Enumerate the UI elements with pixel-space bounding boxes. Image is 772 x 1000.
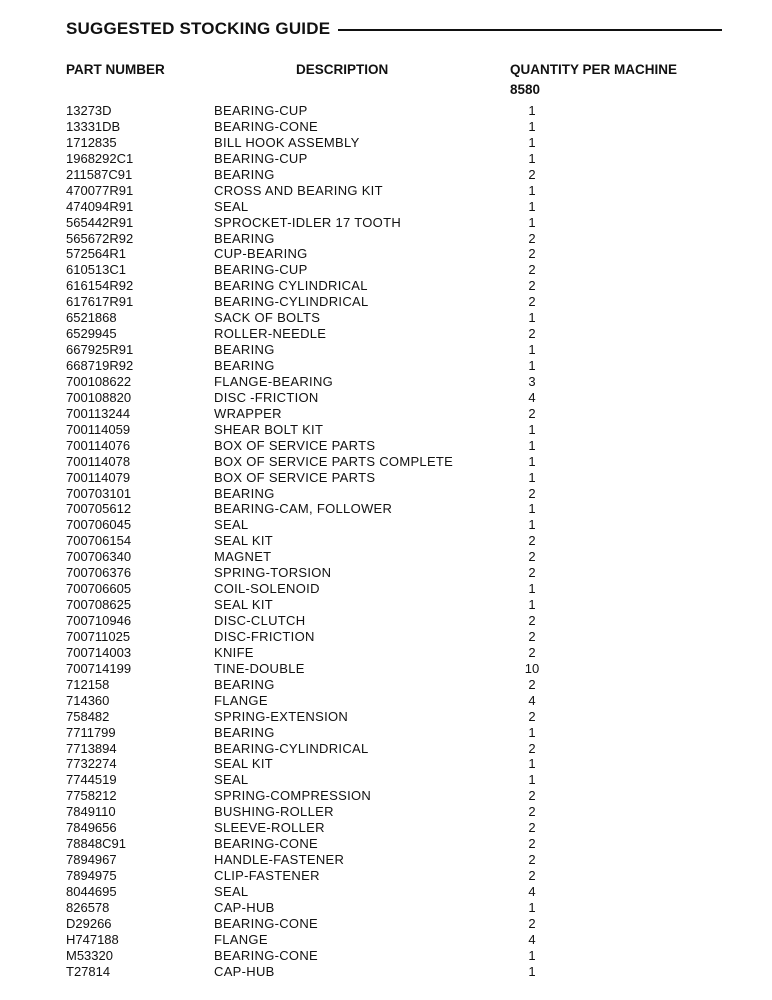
quantity-cell: 2: [528, 708, 536, 724]
table-row: [0, 597, 772, 613]
quantity-cell: 2: [528, 405, 536, 421]
part-number-cell: 7758212: [66, 788, 117, 804]
part-number-cell: 1712835: [66, 134, 117, 150]
header-description: DESCRIPTION: [296, 62, 389, 77]
description-cell: BEARING: [214, 485, 275, 501]
description-cell: BEARING: [214, 342, 275, 358]
part-number-cell: 712158: [66, 676, 110, 692]
quantity-cell: 1: [528, 358, 536, 373]
quantity-cell: 4: [528, 883, 536, 899]
quantity-cell: 1: [528, 103, 536, 118]
description-cell: CUP-BEARING: [214, 246, 308, 262]
table-row: [0, 884, 772, 900]
table-row: [0, 868, 772, 884]
table-row: [0, 741, 772, 757]
part-number-cell: 700706376: [66, 565, 132, 581]
description-cell: BEARING: [214, 724, 275, 740]
table-row: [0, 358, 772, 374]
table-row: [0, 900, 772, 916]
description-cell: DISC-CLUTCH: [214, 613, 306, 628]
quantity-cell: 10: [524, 660, 540, 676]
quantity-cell: 2: [528, 628, 536, 644]
quantity-cell: 1: [528, 198, 536, 214]
table-row: [0, 565, 772, 581]
table-row: [0, 278, 772, 294]
quantity-cell: 1: [528, 134, 536, 150]
table-row: [0, 183, 772, 199]
part-number-cell: 7744519: [66, 772, 117, 788]
table-row: [0, 390, 772, 406]
quantity-cell: 3: [528, 373, 536, 389]
part-number-cell: D29266: [66, 915, 112, 931]
description-cell: FLANGE: [214, 692, 268, 708]
part-number-cell: 13331DB: [66, 118, 121, 134]
quantity-cell: 2: [528, 788, 536, 804]
part-number-cell: 616154R92: [66, 278, 134, 294]
description-cell: HANDLE-FASTENER: [214, 852, 345, 868]
table-row: [0, 246, 772, 262]
quantity-cell: 2: [528, 644, 536, 660]
table-row: [0, 342, 772, 358]
quantity-cell: 2: [528, 868, 536, 883]
table-row: [0, 119, 772, 135]
part-number-cell: 700706340: [66, 549, 132, 565]
table-row: [0, 470, 772, 486]
quantity-cell: 2: [528, 740, 536, 756]
part-number-cell: 7894975: [66, 868, 117, 883]
quantity-cell: 2: [528, 915, 536, 931]
description-cell: BEARING: [214, 230, 275, 246]
table-row: [0, 501, 772, 517]
part-number-cell: 700706154: [66, 533, 132, 549]
description-cell: BUSHING-ROLLER: [214, 804, 334, 820]
table-row: [0, 199, 772, 215]
part-number-cell: 78848C91: [66, 836, 126, 852]
table-row: [0, 454, 772, 470]
part-number-cell: 700706045: [66, 517, 132, 533]
table-row: [0, 932, 772, 948]
part-number-cell: 617617R91: [66, 294, 134, 310]
part-number-cell: 6529945: [66, 326, 117, 342]
description-cell: FLANGE: [214, 931, 268, 947]
quantity-cell: 2: [528, 820, 536, 836]
part-number-cell: 7849110: [66, 804, 116, 820]
table-row: [0, 533, 772, 549]
description-cell: BEARING-CUP: [214, 150, 308, 166]
table-row: [0, 964, 772, 980]
table-row: [0, 661, 772, 677]
title-rule: [338, 29, 722, 31]
part-number-cell: T27814: [66, 963, 111, 979]
quantity-cell: 2: [528, 262, 536, 278]
part-number-cell: 700113244: [66, 405, 131, 421]
description-cell: DISC-FRICTION: [214, 628, 315, 644]
table-row: [0, 549, 772, 565]
quantity-cell: 2: [528, 326, 536, 342]
description-cell: SPRING-TORSION: [214, 565, 332, 581]
part-number-cell: 474094R91: [66, 198, 134, 214]
quantity-cell: 1: [528, 453, 536, 469]
part-number-cell: 610513C1: [66, 262, 126, 278]
part-number-cell: 668719R92: [66, 358, 134, 373]
quantity-cell: 1: [528, 469, 536, 485]
quantity-cell: 2: [528, 852, 536, 868]
quantity-cell: 4: [528, 931, 536, 947]
description-cell: CROSS AND BEARING KIT: [214, 182, 383, 198]
part-number-cell: 700708625: [66, 597, 132, 613]
description-cell: CLIP-FASTENER: [214, 868, 320, 883]
table-row: [0, 709, 772, 725]
description-cell: BEARING-CUP: [214, 103, 308, 118]
header-model: 8580: [510, 82, 541, 97]
description-cell: BEARING-CONE: [214, 915, 319, 931]
quantity-cell: 1: [528, 150, 536, 166]
title-row: [66, 18, 722, 40]
part-number-cell: 700114076: [66, 437, 131, 453]
table-row: [0, 422, 772, 438]
description-cell: BEARING-CUP: [214, 262, 308, 278]
quantity-cell: 1: [528, 899, 536, 915]
table-row: [0, 725, 772, 741]
description-cell: COIL-SOLENOID: [214, 581, 320, 597]
quantity-cell: 1: [528, 342, 536, 358]
table-row: [0, 804, 772, 820]
table-row: [0, 517, 772, 533]
quantity-cell: 1: [528, 310, 536, 326]
description-cell: BEARING-CYLINDRICAL: [214, 294, 369, 310]
part-number-cell: 700711025: [66, 628, 131, 644]
table-row: [0, 151, 772, 167]
part-number-cell: 700114078: [66, 453, 131, 469]
part-number-cell: 565672R92: [66, 230, 134, 246]
table-row: [0, 645, 772, 661]
quantity-cell: 2: [528, 230, 536, 246]
part-number-cell: 211587C91: [66, 166, 133, 182]
quantity-cell: 4: [528, 692, 536, 708]
table-row: [0, 788, 772, 804]
table-row: [0, 103, 772, 119]
quantity-cell: 2: [528, 549, 536, 565]
table-row: [0, 756, 772, 772]
quantity-cell: 1: [528, 756, 536, 772]
table-row: [0, 677, 772, 693]
part-number-cell: 667925R91: [66, 342, 134, 358]
description-cell: CAP-HUB: [214, 899, 275, 915]
part-number-cell: 470077R91: [66, 182, 134, 198]
part-number-cell: 572564R1: [66, 246, 126, 262]
table-row: [0, 231, 772, 247]
table-row: [0, 916, 772, 932]
part-number-cell: 8044695: [66, 883, 117, 899]
quantity-cell: 1: [528, 501, 536, 517]
quantity-cell: 2: [528, 246, 536, 262]
description-cell: BEARING CYLINDRICAL: [214, 278, 368, 294]
quantity-cell: 2: [528, 278, 536, 294]
description-cell: BEARING: [214, 358, 275, 373]
part-number-cell: 1968292C1: [66, 150, 134, 166]
table-row: [0, 167, 772, 183]
part-number-cell: 7849656: [66, 820, 117, 836]
quantity-cell: 1: [528, 963, 536, 979]
description-cell: BEARING-CAM, FOLLOWER: [214, 501, 393, 517]
part-number-cell: 7732274: [66, 756, 117, 772]
part-number-cell: 7894967: [66, 852, 117, 868]
description-cell: MAGNET: [214, 549, 272, 565]
quantity-cell: 1: [528, 118, 536, 134]
part-number-cell: 700714003: [66, 644, 132, 660]
description-cell: SEAL KIT: [214, 756, 273, 772]
description-cell: BEARING: [214, 676, 275, 692]
description-cell: BEARING-CYLINDRICAL: [214, 740, 369, 756]
description-cell: BEARING-CONE: [214, 118, 319, 134]
description-cell: BOX OF SERVICE PARTS: [214, 469, 376, 485]
table-row: [0, 772, 772, 788]
quantity-cell: 2: [528, 836, 536, 852]
quantity-cell: 2: [528, 676, 536, 692]
part-number-cell: M53320: [66, 947, 113, 963]
description-cell: BOX OF SERVICE PARTS: [214, 437, 376, 453]
quantity-cell: 4: [528, 389, 536, 405]
description-cell: CAP-HUB: [214, 963, 275, 979]
quantity-cell: 1: [528, 437, 536, 453]
description-cell: SEAL KIT: [214, 597, 273, 613]
part-number-cell: 700108622: [66, 373, 132, 389]
part-number-cell: 758482: [66, 708, 110, 724]
part-number-cell: 700714199: [66, 660, 132, 676]
description-cell: BEARING-CONE: [214, 836, 319, 852]
table-row: [0, 581, 772, 597]
description-cell: TINE-DOUBLE: [214, 660, 305, 676]
quantity-cell: 2: [528, 565, 536, 581]
table-row: [0, 262, 772, 278]
part-number-cell: H747188: [66, 931, 119, 947]
table-row: [0, 486, 772, 502]
header-part-number: PART NUMBER: [66, 62, 165, 77]
quantity-cell: 2: [528, 166, 536, 182]
part-number-cell: 700114059: [66, 421, 131, 437]
quantity-cell: 1: [528, 182, 536, 198]
quantity-cell: 2: [528, 804, 536, 820]
description-cell: DISC -FRICTION: [214, 389, 319, 405]
description-cell: SPRING-COMPRESSION: [214, 788, 372, 804]
description-cell: KNIFE: [214, 644, 254, 660]
description-cell: SLEEVE-ROLLER: [214, 820, 325, 836]
description-cell: SPRING-EXTENSION: [214, 708, 349, 724]
description-cell: SEAL KIT: [214, 533, 273, 549]
description-cell: SPROCKET-IDLER 17 TOOTH: [214, 214, 402, 230]
description-cell: SACK OF BOLTS: [214, 310, 321, 326]
description-cell: SEAL: [214, 883, 249, 899]
description-cell: ROLLER-NEEDLE: [214, 326, 327, 342]
table-row: [0, 613, 772, 629]
table-row: [0, 326, 772, 342]
quantity-cell: 1: [528, 517, 536, 533]
quantity-cell: 1: [528, 724, 536, 740]
quantity-cell: 1: [528, 947, 536, 963]
description-cell: BEARING: [214, 166, 275, 182]
table-row: [0, 948, 772, 964]
part-number-cell: 700114079: [66, 469, 131, 485]
quantity-cell: 2: [528, 294, 536, 310]
quantity-cell: 1: [528, 772, 536, 788]
table-row: [0, 438, 772, 454]
quantity-cell: 2: [528, 533, 536, 549]
table-row: [0, 294, 772, 310]
part-number-cell: 700705612: [66, 501, 132, 517]
part-number-cell: 700703101: [66, 485, 132, 501]
part-number-cell: 7713894: [66, 740, 117, 756]
page-title: SUGGESTED STOCKING GUIDE: [66, 19, 331, 38]
description-cell: WRAPPER: [214, 405, 282, 421]
table-row: [0, 135, 772, 151]
part-number-cell: 826578: [66, 899, 110, 915]
quantity-cell: 1: [528, 581, 536, 597]
quantity-cell: 1: [528, 597, 536, 613]
part-number-cell: 700706605: [66, 581, 132, 597]
description-cell: SEAL: [214, 198, 249, 214]
description-cell: SEAL: [214, 772, 249, 788]
table-row: [0, 374, 772, 390]
description-cell: BILL HOOK ASSEMBLY: [214, 134, 360, 150]
part-number-cell: 6521868: [66, 310, 117, 326]
header-quantity: QUANTITY PER MACHINE: [510, 62, 678, 77]
description-cell: FLANGE-BEARING: [214, 373, 334, 389]
part-number-cell: 565442R91: [66, 214, 134, 230]
description-cell: SEAL: [214, 517, 249, 533]
part-number-cell: 7711799: [66, 724, 116, 740]
part-number-cell: 714360: [66, 692, 110, 708]
table-row: [0, 310, 772, 326]
table-row: [0, 215, 772, 231]
description-cell: SHEAR BOLT KIT: [214, 421, 324, 437]
parts-table: [0, 103, 772, 980]
quantity-cell: 2: [528, 485, 536, 501]
quantity-cell: 1: [528, 421, 536, 437]
table-row: [0, 629, 772, 645]
table-row: [0, 820, 772, 836]
table-row: [0, 406, 772, 422]
part-number-cell: 700710946: [66, 613, 132, 628]
quantity-cell: 2: [528, 613, 536, 628]
description-cell: BEARING-CONE: [214, 947, 319, 963]
table-row: [0, 852, 772, 868]
table-row: [0, 693, 772, 709]
part-number-cell: 700108820: [66, 389, 132, 405]
part-number-cell: 13273D: [66, 103, 112, 118]
table-row: [0, 836, 772, 852]
description-cell: BOX OF SERVICE PARTS COMPLETE: [214, 453, 454, 469]
quantity-cell: 1: [528, 214, 536, 230]
